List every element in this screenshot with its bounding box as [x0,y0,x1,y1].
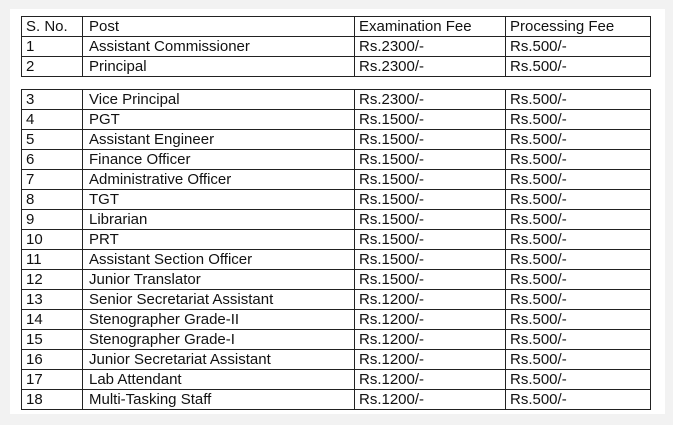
sno-cell: 1 [22,37,83,57]
post-cell: Administrative Officer [83,170,355,190]
exam-fee-cell: Rs.1200/- [355,330,506,350]
exam-fee-cell: Rs.1500/- [355,130,506,150]
table-row [22,110,651,130]
header-sno: S. No. [22,17,83,37]
exam-fee-cell: Rs.1500/- [355,210,506,230]
sno-cell: 14 [22,310,83,330]
sno-cell: 16 [22,350,83,370]
header-post: Post [83,17,355,37]
fee-table-bottom [21,89,651,410]
processing-fee-cell: Rs.500/- [506,210,651,230]
table-row [22,270,651,290]
header-row [22,17,651,37]
header-exam-fee: Examination Fee [355,17,506,37]
table-row [22,390,651,410]
exam-fee-cell: Rs.1500/- [355,230,506,250]
processing-fee-cell: Rs.500/- [506,130,651,150]
post-cell: Multi-Tasking Staff [83,390,355,410]
table-row [22,370,651,390]
sno-cell: 7 [22,170,83,190]
exam-fee-cell: Rs.1200/- [355,390,506,410]
sno-cell: 9 [22,210,83,230]
exam-fee-cell: Rs.2300/- [355,90,506,110]
processing-fee-cell: Rs.500/- [506,270,651,290]
post-cell: Finance Officer [83,150,355,170]
processing-fee-cell: Rs.500/- [506,90,651,110]
exam-fee-cell: Rs.1200/- [355,370,506,390]
exam-fee-cell: Rs.1500/- [355,110,506,130]
post-cell: Stenographer Grade-I [83,330,355,350]
sno-cell: 6 [22,150,83,170]
exam-fee-cell: Rs.1500/- [355,190,506,210]
fee-table-top [21,16,651,77]
exam-fee-cell: Rs.1200/- [355,310,506,330]
processing-fee-cell: Rs.500/- [506,390,651,410]
table-row [22,210,651,230]
post-cell: Assistant Commissioner [83,37,355,57]
sno-cell: 17 [22,370,83,390]
table-row [22,150,651,170]
processing-fee-cell: Rs.500/- [506,350,651,370]
processing-fee-cell: Rs.500/- [506,170,651,190]
post-cell: Stenographer Grade-II [83,310,355,330]
processing-fee-cell: Rs.500/- [506,230,651,250]
sno-cell: 10 [22,230,83,250]
post-cell: Librarian [83,210,355,230]
exam-fee-cell: Rs.1500/- [355,270,506,290]
processing-fee-cell: Rs.500/- [506,330,651,350]
post-cell: Lab Attendant [83,370,355,390]
table-row [22,310,651,330]
exam-fee-cell: Rs.1500/- [355,250,506,270]
post-cell: Assistant Section Officer [83,250,355,270]
exam-fee-cell: Rs.1500/- [355,150,506,170]
processing-fee-cell: Rs.500/- [506,250,651,270]
post-cell: Junior Translator [83,270,355,290]
fee-table-panel [10,9,665,414]
post-cell: Senior Secretariat Assistant [83,290,355,310]
post-cell: PGT [83,110,355,130]
processing-fee-cell: Rs.500/- [506,190,651,210]
sno-cell: 11 [22,250,83,270]
post-cell: Principal [83,57,355,77]
table-row [22,170,651,190]
processing-fee-cell: Rs.500/- [506,150,651,170]
processing-fee-cell: Rs.500/- [506,37,651,57]
table-row [22,57,651,77]
sno-cell: 18 [22,390,83,410]
post-cell: PRT [83,230,355,250]
table-row [22,290,651,310]
sno-cell: 3 [22,90,83,110]
post-cell: Junior Secretariat Assistant [83,350,355,370]
sno-cell: 4 [22,110,83,130]
post-cell: TGT [83,190,355,210]
table-row [22,350,651,370]
sno-cell: 13 [22,290,83,310]
exam-fee-cell: Rs.1500/- [355,170,506,190]
processing-fee-cell: Rs.500/- [506,57,651,77]
header-processing-fee: Processing Fee [506,17,651,37]
post-cell: Assistant Engineer [83,130,355,150]
exam-fee-cell: Rs.1200/- [355,290,506,310]
post-cell: Vice Principal [83,90,355,110]
table-row [22,130,651,150]
table-row [22,190,651,210]
table-row [22,250,651,270]
processing-fee-cell: Rs.500/- [506,370,651,390]
table-row [22,90,651,110]
exam-fee-cell: Rs.2300/- [355,57,506,77]
table-row [22,230,651,250]
sno-cell: 5 [22,130,83,150]
sno-cell: 12 [22,270,83,290]
exam-fee-cell: Rs.1200/- [355,350,506,370]
sno-cell: 15 [22,330,83,350]
processing-fee-cell: Rs.500/- [506,290,651,310]
processing-fee-cell: Rs.500/- [506,110,651,130]
table-row [22,330,651,350]
table-row [22,37,651,57]
sno-cell: 8 [22,190,83,210]
exam-fee-cell: Rs.2300/- [355,37,506,57]
processing-fee-cell: Rs.500/- [506,310,651,330]
sno-cell: 2 [22,57,83,77]
